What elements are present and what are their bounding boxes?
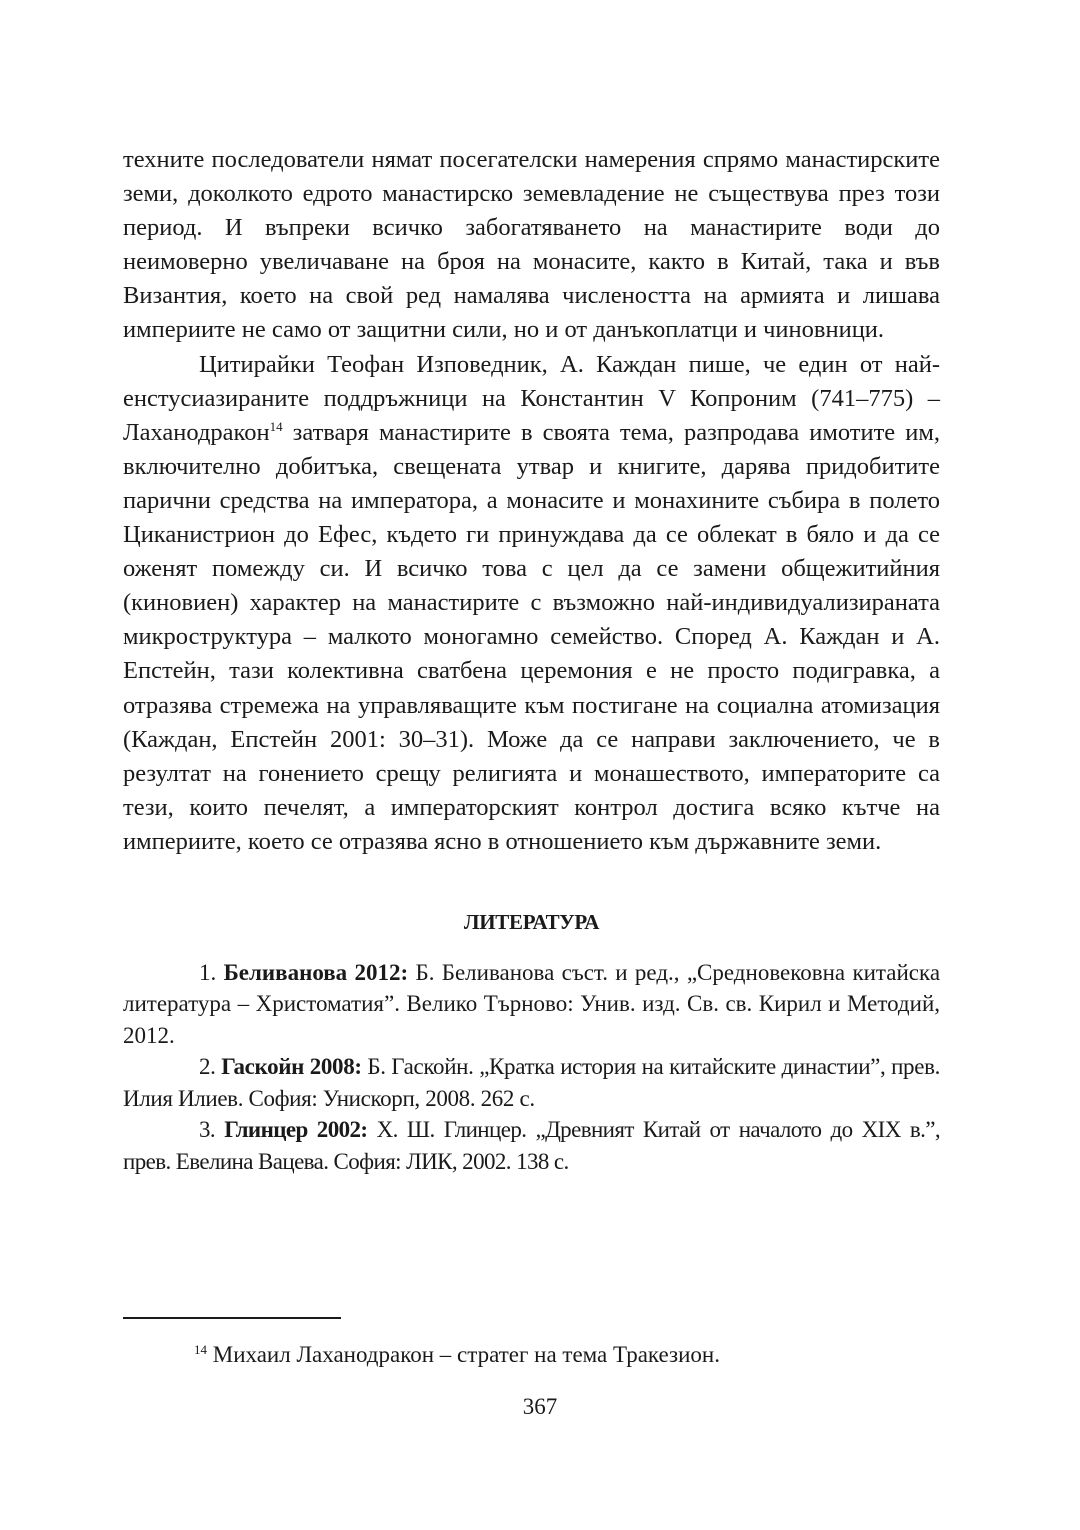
entry-text: Б. Беливанова съст. и ред., „Средновековна китайска литература – Христоматия”. Велико Търново: Унив. изд. Св. св. Кирил и Методий, 2012.	[123, 959, 941, 1048]
entry-text: Х. Ш. Глинцер. „Древният Китай от началото до XIX в.”, прев. Евелина Вацева. София: ЛИК, 2002. 138 с.	[123, 1117, 940, 1174]
body-paragraph-2	[123, 348, 940, 859]
footnote-text: Михаил Лаханодракон – стратег на тема Тракезион.	[207, 1342, 720, 1367]
entry-key: Глинцер 2002:	[224, 1117, 368, 1143]
footnote-number: 14	[194, 1342, 207, 1357]
footnote-reference[interactable]: 14	[269, 418, 283, 434]
entry-number: 2.	[199, 1054, 216, 1080]
entry-key: Гаскойн 2008:	[221, 1054, 362, 1080]
literature-heading: ЛИТЕРАТУРА	[463, 909, 600, 934]
page-number: 367	[522, 1394, 558, 1419]
body-paragraph-1: техните последователи нямат посегателски намерения спрямо манастирските земи, доколкото едрото манастирско земевладение не съществува през този период. И въпреки всичко забогатяването на манастирите води до неимоверно увеличаване на броя на монасите, както в Китай, така и във Византия, което на свой ред намалява числеността на армията и лишава империите не само от защитни сили, но и от данъкоплатци и чиновници.	[123, 146, 940, 344]
entry-text: Б. Гаскойн. „Кратка история на китайските династии”, прев. Илия Илиев. София: Унискорп, 2008. 262 с.	[123, 1054, 940, 1111]
page-body	[123, 143, 940, 1177]
paragraph-2-text-start: Цитирайки Теофан Изповедник, А. Каждан пише, че един от най-енстусиазираните поддръжници на Константин V Копроним (741–775) – Лаханодракон	[123, 350, 940, 446]
literature-list	[123, 957, 940, 1178]
paragraph-2-text-end: затваря манастирите в своята тема, разпродава имотите им, включително добитъка, свещената утвар и книгите, дарява придобитите парични средства на императора, а монасите и монахините събира в полето Циканистрион до Ефес, където ги принуждава да се облекат в бяло и да се оженят помежду си. И всичко това с цел да се замени общежитийния (киновиен) характер на манастирите с възможно най-индивидуализираната микроструктура – малкото моногамно семейство. Според А. Каждан и А. Епстейн, тази колективна сватбена церемония е не просто подигравка, а отразява стремежа на управляващите към постигане на социална атомизация (Каждан, Епстейн 2001: 30–31). Може да се направи заключението, че в резултат на гонението срещу религията и монашеството, императорите са тези, които печелят, а императорският контрол достига всяко кътче на империите, което се отразява ясно в отношението към държавните земи.	[123, 418, 940, 855]
literature-entry	[123, 1051, 940, 1114]
footnote	[194, 1340, 720, 1370]
entry-key: Беливанова 2012:	[223, 959, 409, 985]
literature-entry	[123, 957, 940, 1052]
entry-number: 3.	[199, 1117, 216, 1143]
footnote-divider	[123, 1317, 341, 1319]
literature-entry	[123, 1114, 940, 1177]
entry-number: 1.	[199, 959, 217, 985]
